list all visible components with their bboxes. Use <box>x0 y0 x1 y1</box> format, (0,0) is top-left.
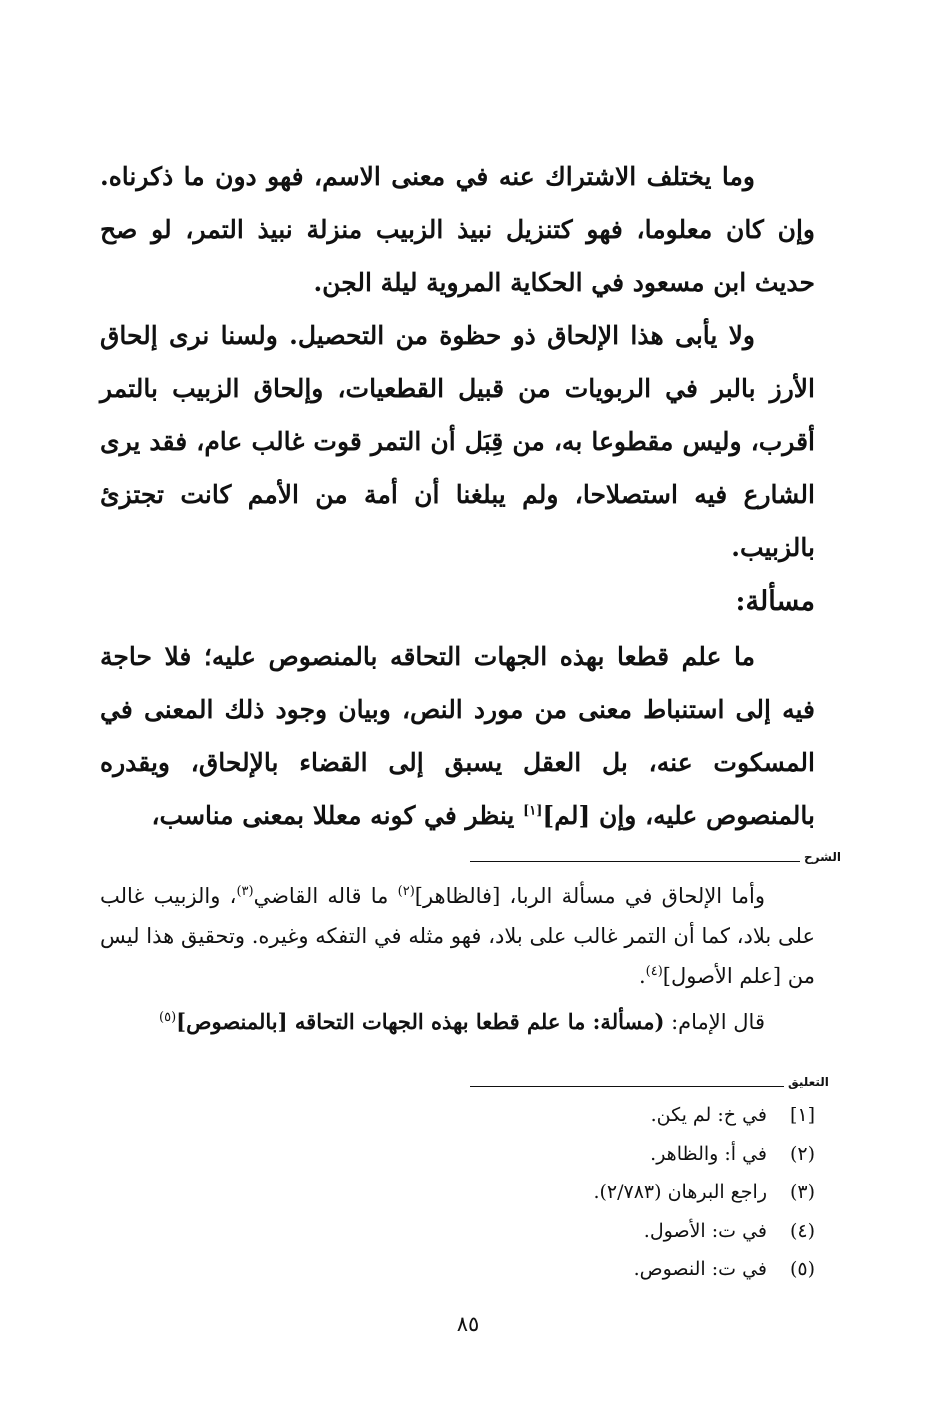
footnote-number: (٥) <box>789 1258 815 1280</box>
footnote-text: راجع البرهان (٢/٧٨٣). <box>593 1181 767 1203</box>
main-paragraph-2: ولا يأبى هذا الإلحاق ذو حظوة من التحصيل. ولسنا نرى إلحاق الأرز بالبر في الربويات من قبيل القطعيات، وإلحاق الزبيب بالتمر أقرب، وليس مقطوعا به، من قِبَل أن التمر قوت غالب عام، فقد يرى الشارع فيه استصلاحا، ولم يبلغنا أن أمة من الأمم كانت تجتزئ بالزبيب. <box>100 321 815 562</box>
footnote-item <box>100 1173 815 1212</box>
commentary-bracket: [فالظاهر] <box>414 884 501 908</box>
footnote-text: في خ: لم يكن. <box>650 1104 767 1126</box>
commentary-paragraph-1 <box>100 876 815 996</box>
main-paragraph-3-end: ينظر في كونه معللا بمعنى مناسب، <box>151 801 524 830</box>
main-paragraph-1: وما يختلف الاشتراك عنه في معنى الاسم، فهو دون ما ذكرناه. وإن كان معلوما، فهو كتنزيل نبيذ الزبيب منزلة نبيذ التمر، لو صح حديث ابن مسعود في الحكاية المروية ليلة الجن. <box>100 162 815 297</box>
footnote-item <box>100 1135 815 1174</box>
commentary-text-part: قال الإمام: <box>664 1010 765 1034</box>
footnote-marker-4: (٤) <box>645 964 663 979</box>
footnote-item <box>100 1096 815 1135</box>
commentary-bracket: [بالمنصوص] <box>176 1009 288 1034</box>
footnote-marker-2: (٢) <box>397 884 415 899</box>
section-heading: مسألة: <box>735 586 815 617</box>
footnote-marker-1: [١] <box>523 803 543 819</box>
commentary-text-part: ما قاله القاضي <box>253 884 398 908</box>
commentary-paragraph-2 <box>100 1002 815 1042</box>
footnote-number: [١] <box>789 1104 815 1126</box>
notes-label: التعليق <box>788 1075 829 1089</box>
footnote-marker-5: (٥) <box>159 1010 177 1025</box>
footnote-text: في ت: الأصول. <box>643 1219 767 1242</box>
page-number: ٨٥ <box>456 1312 480 1336</box>
footnote-text: في أ: والظاهر. <box>650 1142 767 1165</box>
commentary-label: الشرح <box>804 850 841 864</box>
bracketed-word: [لم] <box>542 801 591 830</box>
commentary-bracket: [علم الأصول] <box>662 964 782 988</box>
footnote-marker-3: (٣) <box>236 884 254 899</box>
footnotes <box>100 1096 815 1289</box>
footnote-number: (٤) <box>789 1219 815 1242</box>
commentary-quote: (مسألة: ما علم قطعا بهذه الجهات التحاقه <box>287 1009 665 1034</box>
footnote-item <box>100 1250 815 1289</box>
footnote-number: (٢) <box>789 1142 815 1165</box>
footnote-text: في ت: النصوص. <box>633 1258 767 1280</box>
commentary-text-part: وأما الإلحاق في مسألة الربا، <box>500 884 766 908</box>
commentary-text-part: . <box>638 964 646 988</box>
footnote-item <box>100 1212 815 1251</box>
main-paragraph-3-text: ما علم قطعا بهذه الجهات التحاقه بالمنصوص عليه؛ فلا حاجة فيه إلى استنباط معنى من مورد النص، وبيان وجود ذلك المعنى في المسكوت عنه، بل العقل يسبق إلى القضاء بالإلحاق، ويقدره بالمنصوص عليه، وإن <box>100 642 815 830</box>
commentary-divider <box>470 861 800 862</box>
commentary-text <box>100 876 815 1042</box>
notes-divider <box>470 1086 784 1087</box>
main-paragraph-3 <box>100 630 815 842</box>
main-text <box>100 150 815 842</box>
commentary-text-part: ، والزبيب غالب على بلاد، كما أن التمر غالب على بلاد، فهو مثله في التفكه وغيره. وتحقيق هذا ليس من <box>100 884 815 988</box>
footnote-number: (٣) <box>789 1181 815 1203</box>
